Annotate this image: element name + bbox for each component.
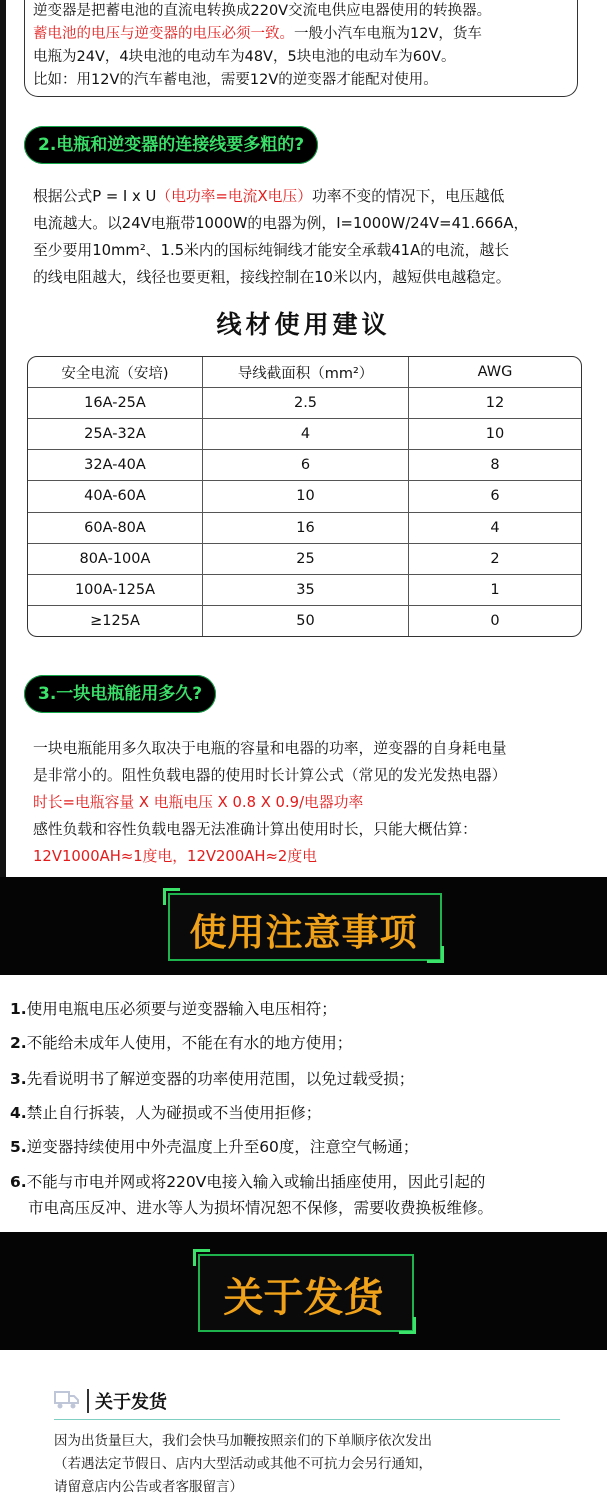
table-cell: 0 [409,605,582,636]
formula-text: 根据公式P = I x U [33,188,157,205]
truck-icon [54,1389,80,1411]
notice-item-6 [10,1169,485,1195]
notice-number: 6. [10,1173,27,1191]
intro-line-3: 电瓶为24V，4块电池的电动车为48V，5块电池的电动车为60V。 [33,49,456,65]
table-cell: 1 [409,574,582,605]
intro-line-2-rest: 一般小汽车电瓶为12V，货车 [294,26,482,42]
intro-voltage-warning: 蓄电池的电压与逆变器的电压必须一致。 [33,26,294,42]
section-3-heading: 3.一块电瓶能用多久? [24,675,216,713]
table-row [28,388,581,419]
table-row [28,543,581,574]
shipping-banner [0,1232,607,1350]
table-cell: 50 [203,605,409,636]
notice-text: 不能给未成年人使用，不能在有水的地方使用； [26,1034,353,1052]
wire-table [27,356,582,637]
notice-banner-title: 使用注意事项 [189,911,418,954]
table-cell: 60A-80A [28,512,203,543]
section-2-para-line-4: 的线电阻越大，线径也要更粗，接线控制在10米以内，越短供电越稳定。 [33,269,511,286]
table-cell: 16 [203,512,409,543]
intro-line-2 [33,23,482,45]
notice-number: 5. [10,1138,27,1156]
table-cell: 4 [409,512,582,543]
section-2-para-line-1 [33,183,504,210]
table-header-cell: 导线截面积（mm²） [203,357,409,388]
table-cell: 8 [409,450,582,481]
table-cell: 2.5 [203,388,409,419]
table-cell: 35 [203,574,409,605]
table-cell: ≥125A [28,605,203,636]
table-cell: 2 [409,543,582,574]
table-row [28,481,581,512]
notice-text: 禁止自行拆装，人为碰损或不当使用拒修； [26,1104,322,1122]
notice-item-3 [10,1066,414,1092]
table-row [28,605,581,636]
table-cell: 32A-40A [28,450,203,481]
table-header-cell: AWG [409,357,582,388]
notice-item-2 [10,1030,352,1056]
notice-text: 逆变器持续使用中外壳温度上升至60度，注意空气畅通； [26,1138,419,1156]
table-row [28,419,581,450]
notice-item-5 [10,1134,418,1160]
shipping-line-3: 请留意店内公告或者客服留言） [54,1479,243,1495]
shipping-line-2: （若遇法定节假日、店内大型活动或其他不可抗力会另行通知， [54,1456,432,1472]
section-3-line-1: 一块电瓶能用多久取决于电瓶的容量和电器的功率，逆变器的自身耗电量 [33,740,507,757]
section-2-para-line-2: 电流越大。以24V电瓶带1000W的电器为例，I=1000W/24V=41.666A， [33,215,529,232]
table-row [28,450,581,481]
runtime-formula: 时长=电瓶容量 X 电瓶电压 X 0.8 X 0.9/电器功率 [33,794,364,811]
table-row [28,512,581,543]
section-2-line-1-rest: 功率不变的情况下，电压越低 [312,188,505,205]
table-cell: 25 [203,543,409,574]
shipping-line-1: 因为出货量巨大，我们会快马加鞭按照亲们的下单顺序依次发出 [54,1433,432,1449]
notice-number: 2. [10,1034,27,1052]
table-cell: 6 [409,481,582,512]
intro-line-1: 逆变器是把蓄电池的直流电转换成220V交流电供应电器使用的转换器。 [33,3,492,19]
table-cell: 4 [203,419,409,450]
notice-number: 3. [10,1070,27,1088]
notice-banner [0,877,607,975]
section-2-para-line-3: 至少要用10mm²、1.5米内的国标纯铜线才能安全承载41A的电流，越长 [33,242,509,259]
formula-explanation: （电功率=电流X电压） [156,188,312,205]
banner-corner [193,1249,210,1266]
table-cell: 10 [409,419,582,450]
table-cell: 10 [203,481,409,512]
shipping-title: 关于发货 [95,1392,167,1413]
table-cell: 80A-100A [28,543,203,574]
left-edge-bar [0,0,6,975]
table-title: 线材使用建议 [216,310,391,339]
notice-item-6-continued: 市电高压反冲、进水等人为损坏情况恕不保修，需要收费换板维修。 [28,1199,494,1217]
notice-item-4 [10,1100,321,1126]
section-3-line-2: 是非常小的。阻性负载电器的使用时长计算公式（常见的发光发热电器） [33,767,507,784]
table-cell: 100A-125A [28,574,203,605]
table-cell: 12 [409,388,582,419]
table-cell: 25A-32A [28,419,203,450]
section-2-heading: 2.电瓶和逆变器的连接线要多粗的? [24,126,318,164]
capacity-estimate: 12V1000AH≈1度电，12V200AH≈2度电 [33,848,317,865]
section-3-line-4: 感性负载和容性负载电器无法准确计算出使用时长，只能大概估算： [33,821,477,838]
table-cell: 40A-60A [28,481,203,512]
shipping-banner-title: 关于发货 [223,1275,384,1321]
notice-number: 4. [10,1104,27,1122]
shipping-underline [54,1419,560,1420]
notice-item-1 [10,996,337,1022]
table-header-row [28,357,581,388]
notice-text: 不能与市电并网或将220V电接入输入或输出插座使用，因此引起的 [26,1173,486,1191]
notice-number: 1. [10,1000,27,1018]
notice-text: 使用电瓶电压必须要与逆变器输入电压相符； [26,1000,337,1018]
table-row [28,574,581,605]
table-header-cell: 安全电流（安培) [28,357,203,388]
table-cell: 6 [203,450,409,481]
notice-text: 先看说明书了解逆变器的功率使用范围，以免过载受损； [26,1070,415,1088]
title-divider [87,1389,89,1413]
table-cell: 16A-25A [28,388,203,419]
intro-line-4: 比如：用12V的汽车蓄电池，需要12V的逆变器才能配对使用。 [33,72,438,88]
